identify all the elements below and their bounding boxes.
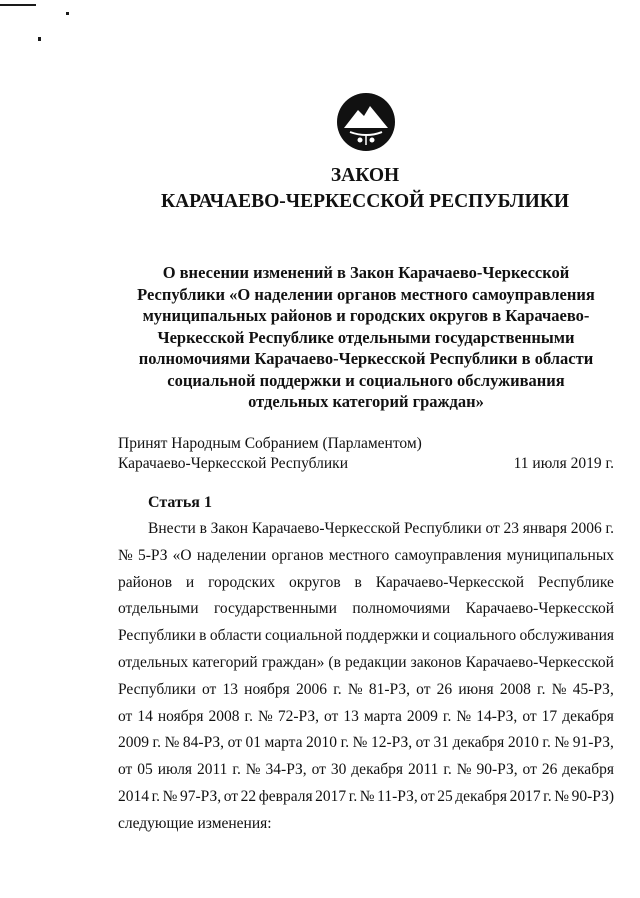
word: г. bbox=[537, 680, 546, 698]
law-subject bbox=[118, 262, 614, 413]
paragraph-line bbox=[118, 516, 614, 543]
word: декабря bbox=[562, 761, 614, 779]
word: 13 bbox=[222, 680, 238, 698]
word: 2009 bbox=[118, 734, 149, 752]
subject-line: О внесении изменений в Закон Карачаево-Черкесской bbox=[162, 263, 570, 282]
word: Карачаево-Черкесской bbox=[251, 520, 401, 537]
word: обслуживания bbox=[519, 627, 614, 645]
word: 81-РЗ, bbox=[368, 680, 410, 698]
word: г. bbox=[232, 761, 241, 779]
word: г. bbox=[442, 707, 452, 725]
word: самоуправления bbox=[394, 546, 502, 564]
adoption-block bbox=[118, 434, 614, 474]
word: отдельных bbox=[118, 653, 189, 671]
word: и bbox=[185, 573, 195, 591]
word: Карачаево-Черкесской bbox=[375, 573, 525, 591]
word: муниципальных bbox=[506, 546, 614, 564]
word: от bbox=[311, 761, 326, 779]
word: 84-РЗ, bbox=[182, 734, 225, 752]
word: от bbox=[415, 734, 430, 752]
word: Республики bbox=[118, 627, 196, 645]
word: категорий bbox=[192, 653, 258, 671]
scan-mark bbox=[0, 4, 36, 6]
word: от bbox=[223, 787, 239, 805]
paragraph-line bbox=[118, 623, 614, 650]
word: № bbox=[245, 761, 261, 779]
adoption-line: Карачаево-Черкесской Республики bbox=[118, 455, 348, 472]
paragraph-line bbox=[118, 570, 614, 597]
word: 2009 bbox=[406, 707, 438, 725]
article-heading: Статья 1 bbox=[148, 494, 212, 511]
paragraph-line bbox=[118, 596, 614, 623]
word: января bbox=[522, 520, 568, 537]
word: февраля bbox=[258, 787, 313, 805]
word: 01 bbox=[245, 734, 261, 752]
coat-of-arms-emblem bbox=[336, 92, 396, 152]
word: г. bbox=[333, 680, 342, 698]
word: № bbox=[164, 734, 180, 752]
word: 2008 bbox=[208, 707, 240, 725]
word: 14-РЗ, bbox=[476, 707, 518, 725]
word: 26 bbox=[436, 680, 453, 698]
word: 97-РЗ, bbox=[180, 787, 222, 805]
word: от bbox=[522, 707, 537, 725]
word: от bbox=[201, 680, 217, 698]
word: № bbox=[258, 707, 273, 725]
word: 91-РЗ, bbox=[572, 734, 614, 752]
word: 90-РЗ, bbox=[476, 761, 518, 779]
word: 26 bbox=[541, 761, 558, 779]
word: области bbox=[209, 627, 262, 645]
word: № bbox=[162, 787, 178, 805]
subject-line: отдельных категорий граждан» bbox=[248, 392, 484, 411]
word: Карачаево-Черкесской bbox=[465, 600, 614, 618]
word: марта bbox=[363, 707, 402, 725]
subject-line: полномочиями Карачаево-Черкесской Республики в области bbox=[138, 349, 594, 368]
word: г. bbox=[348, 787, 358, 805]
paragraph-line bbox=[118, 757, 614, 784]
word: 72-РЗ, bbox=[277, 707, 319, 725]
word: социального bbox=[433, 627, 517, 645]
word: г. bbox=[152, 734, 162, 752]
word: (в bbox=[328, 653, 341, 671]
word: ноября bbox=[244, 680, 290, 698]
word: г. bbox=[543, 787, 552, 805]
word: Карачаево-Черкесской bbox=[465, 653, 614, 671]
word: поддержки bbox=[345, 627, 419, 645]
law-title-line: КАРАЧАЕВО-ЧЕРКЕССКОЙ РЕСПУБЛИКИ bbox=[160, 191, 570, 212]
word: округов bbox=[289, 573, 341, 591]
word: социальной bbox=[265, 627, 343, 645]
word: г. bbox=[151, 787, 161, 805]
word: № bbox=[118, 546, 133, 564]
word: 90-РЗ) bbox=[571, 787, 614, 805]
word: от bbox=[485, 520, 500, 537]
word: декабря bbox=[562, 707, 614, 725]
word: 14 bbox=[137, 707, 153, 725]
word: от bbox=[118, 761, 133, 779]
paragraph-line bbox=[118, 704, 614, 731]
word: 30 bbox=[330, 761, 347, 779]
word: редакции bbox=[344, 653, 407, 671]
word: «О bbox=[172, 546, 192, 564]
word: 34-РЗ, bbox=[265, 761, 307, 779]
word: 2010 bbox=[306, 734, 338, 752]
word: от bbox=[118, 707, 133, 725]
word: 31 bbox=[433, 734, 450, 752]
word: декабря bbox=[351, 761, 404, 779]
paragraph-line bbox=[118, 650, 614, 677]
word: г. bbox=[443, 761, 452, 779]
scan-mark bbox=[66, 12, 69, 15]
article-body bbox=[118, 516, 614, 838]
word: 13 bbox=[343, 707, 359, 725]
word: 05 bbox=[137, 761, 153, 779]
subject-line: муниципальных районов и городских округов в Карачаево- bbox=[142, 306, 590, 325]
word: 23 bbox=[503, 520, 519, 537]
paragraph-line bbox=[118, 677, 614, 704]
word: № bbox=[456, 761, 472, 779]
word: 2014 bbox=[118, 787, 149, 805]
word: № bbox=[347, 680, 363, 698]
word: 45-РЗ, bbox=[572, 680, 614, 698]
word: и bbox=[421, 627, 430, 645]
word: 2008 bbox=[499, 680, 531, 698]
word: № bbox=[554, 734, 570, 752]
word: 17 bbox=[541, 707, 558, 725]
word: в bbox=[354, 573, 362, 591]
word: 11-РЗ, bbox=[377, 787, 418, 805]
word: от bbox=[324, 707, 339, 725]
adoption-date: 11 июля 2019 г. bbox=[513, 455, 614, 472]
word: 5-РЗ bbox=[137, 546, 168, 564]
adoption-line: Принят Народным Собранием (Парламентом) bbox=[118, 435, 422, 452]
word: № bbox=[359, 787, 375, 805]
word: в bbox=[199, 627, 207, 645]
paragraph-line bbox=[118, 784, 614, 811]
word: декабря bbox=[455, 787, 507, 805]
word: местного bbox=[328, 546, 390, 564]
word: Республики bbox=[118, 680, 196, 698]
word: № bbox=[352, 734, 368, 752]
word: Республике bbox=[537, 573, 614, 591]
word: 2011 bbox=[407, 761, 439, 779]
word: от bbox=[416, 680, 431, 698]
word: от bbox=[227, 734, 242, 752]
word: июня bbox=[458, 680, 494, 698]
word: ноября bbox=[157, 707, 204, 725]
word: в bbox=[199, 520, 207, 537]
word: 12-РЗ, bbox=[370, 734, 413, 752]
paragraph-line bbox=[118, 811, 614, 838]
word: 22 bbox=[240, 787, 257, 805]
word: Закон bbox=[210, 520, 249, 537]
word: Республики bbox=[403, 520, 482, 537]
word: государственными bbox=[213, 600, 337, 618]
subject-line: социальной поддержки и социального обслуживания bbox=[167, 370, 565, 390]
word: г. bbox=[340, 734, 350, 752]
word: г. bbox=[542, 734, 551, 752]
word: 25 bbox=[437, 787, 453, 805]
word: № bbox=[554, 787, 570, 805]
word: июля bbox=[157, 761, 193, 779]
word: № bbox=[551, 680, 567, 698]
word: районов bbox=[118, 573, 173, 591]
word: отдельными bbox=[118, 600, 199, 618]
word: городских bbox=[208, 573, 276, 591]
word: наделении bbox=[196, 546, 267, 564]
word: органов bbox=[271, 546, 324, 564]
subject-line: Черкесской Республике отдельными государственными bbox=[157, 327, 575, 347]
word: Внести bbox=[148, 520, 196, 537]
word: г. bbox=[244, 707, 254, 725]
word: от bbox=[522, 761, 537, 779]
word: № bbox=[456, 707, 472, 725]
word: г. bbox=[605, 520, 614, 537]
law-title-line: ЗАКОН bbox=[330, 165, 400, 186]
word: 2017 bbox=[315, 787, 347, 805]
word: 2010 bbox=[507, 734, 539, 752]
word: марта bbox=[264, 734, 303, 752]
subject-line: Республики «О наделении органов местного самоуправления bbox=[137, 284, 595, 304]
word: следующие изменения: bbox=[118, 814, 272, 832]
scan-mark bbox=[38, 37, 41, 41]
word: полномочиями bbox=[352, 600, 451, 618]
word: 2011 bbox=[197, 761, 228, 779]
word: 2017 bbox=[509, 787, 541, 805]
law-title bbox=[150, 163, 580, 215]
word: от bbox=[420, 787, 435, 805]
word: 2006 bbox=[296, 680, 327, 698]
word: граждан» bbox=[261, 653, 325, 671]
word: декабря bbox=[452, 734, 505, 752]
word: законов bbox=[410, 653, 462, 671]
word: 2006 bbox=[570, 520, 602, 537]
paragraph-line bbox=[118, 543, 614, 570]
paragraph-line bbox=[118, 730, 614, 757]
